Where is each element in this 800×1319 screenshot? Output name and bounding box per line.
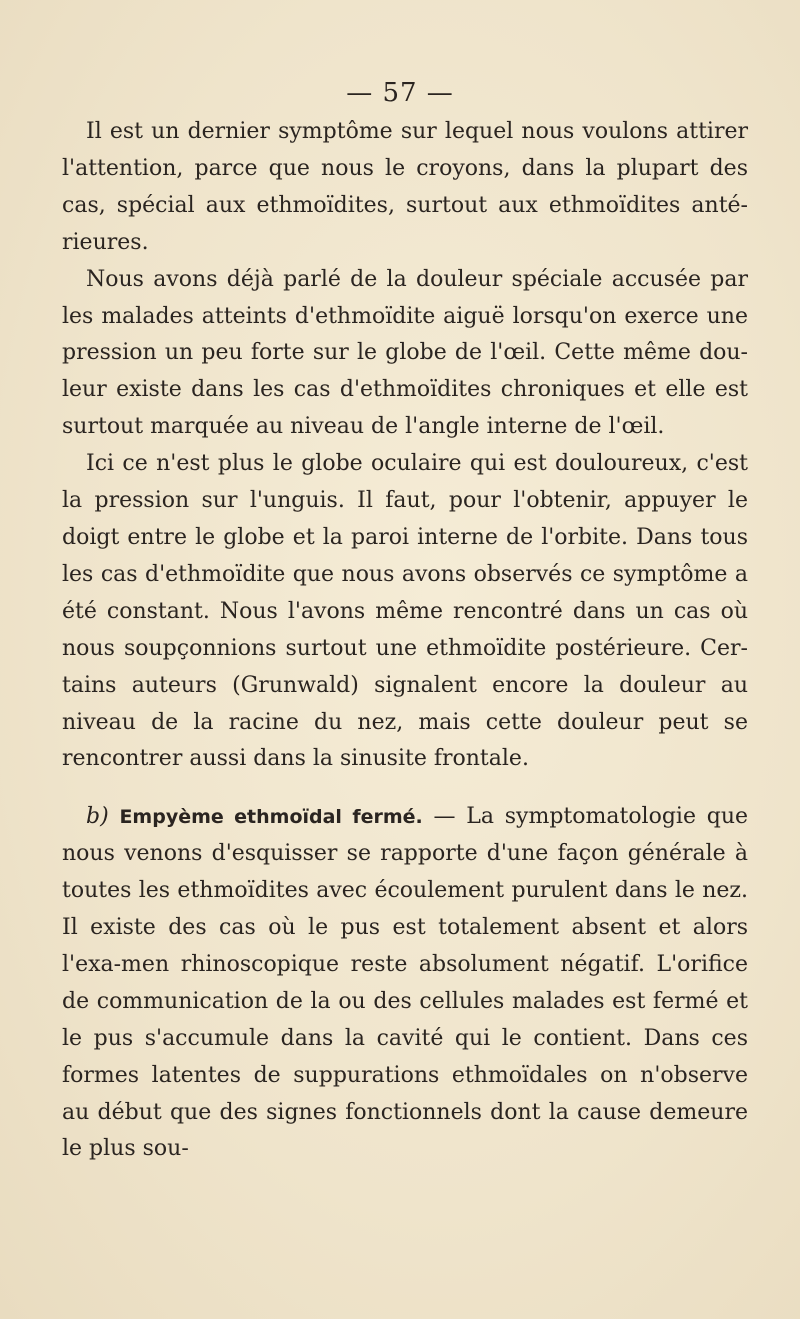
section-text: — La symptomatologie que nous venons d'esquisser se rapporte d'une façon générale à toutes les ethmoïdites avec écoulement purulent dans le nez. Il existe des cas où le pus est totalement absent et alors l'exa-men rhinoscopique reste absolument négatif. L'orifice de communication de la ou des cellules malades est fermé et le pus s'accumule dans la cavité qui le contient. Dans ces formes latentes de suppurations ethmoïdales on n'observe au début que des signes fonctionnels dont la cause demeure le plus sou- (62, 804, 749, 1162)
page-body (62, 114, 748, 1168)
section-closed-empyema (62, 799, 748, 1168)
paragraph-eye-pain: Nous avons déjà parlé de la douleur spéciale accusée par les malades atteints d'ethmoïdite aiguë lorsqu'on exerce une pression un peu forte sur le globe de l'œil. Cette même dou-leur existe dans les cas d'ethmoïdites chroniques et elle est surtout marquée au niveau de l'angle interne de l'œil. (62, 266, 748, 440)
paragraph-last-symptom: Il est un dernier symptôme sur lequel nous voulons attirer l'attention, parce que nous le croyons, dans la plupart des cas, spécial aux ethmoïdites, surtout aux ethmoïdites anté-rieures. (62, 119, 748, 255)
paragraph-unguis-pressure: Ici ce n'est plus le globe oculaire qui est douloureux, c'est la pression sur l'unguis. Il faut, pour l'obtenir, appuyer le doigt entre le globe et la paroi interne de l'orbite. Dans tous les cas d'ethmoïdite que nous avons observés ce symptôme a été constant. Nous l'avons même rencontré dans un cas où nous soupçonnions surtout une ethmoïdite postérieure. Cer-tains auteurs (Grunwald) signalent encore la douleur au niveau de la racine du nez, mais cette douleur peut se rencontrer aussi dans la sinusite frontale. (62, 451, 748, 772)
section-title: Empyème ethmoïdal fermé. (119, 806, 423, 829)
section-letter: b) (86, 804, 109, 830)
page-number: — 57 — (346, 78, 454, 108)
